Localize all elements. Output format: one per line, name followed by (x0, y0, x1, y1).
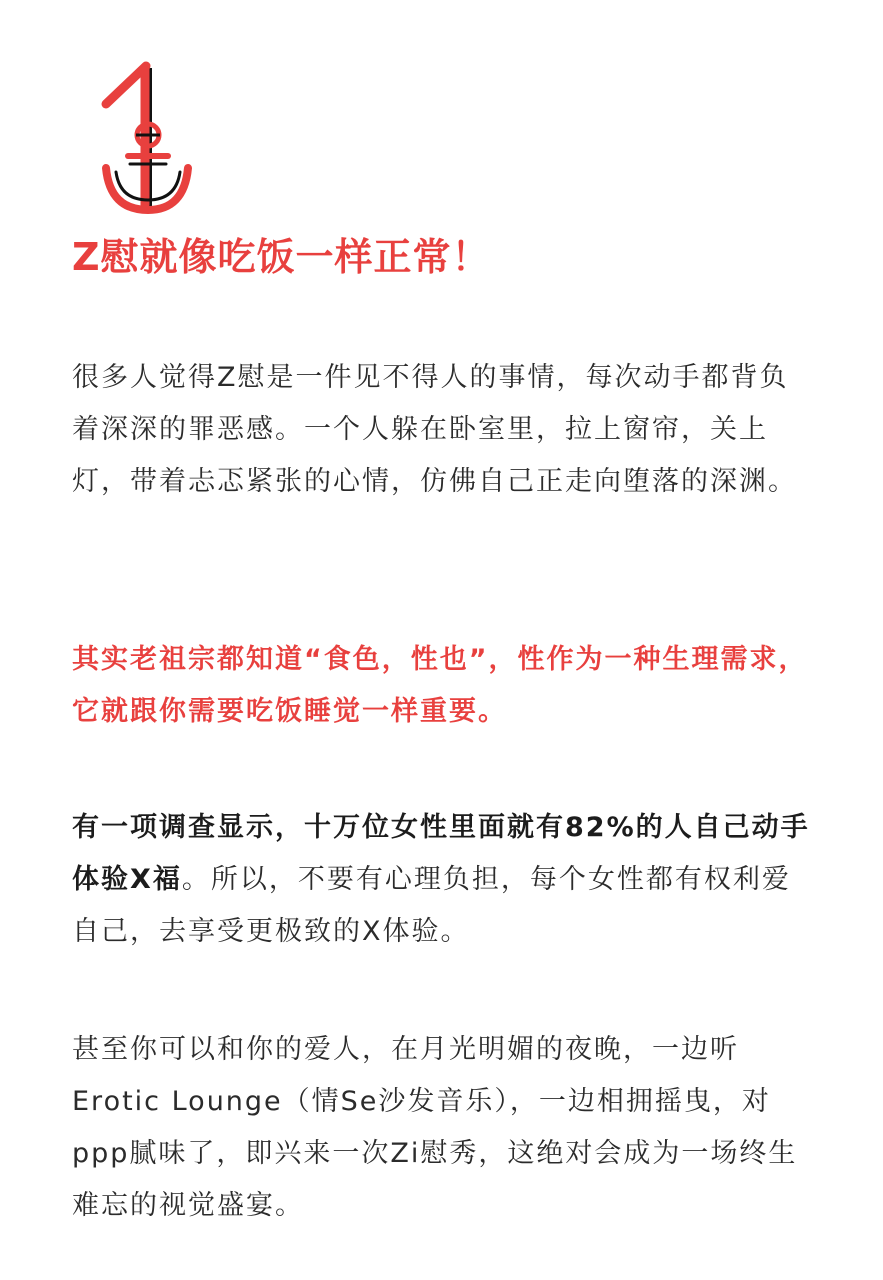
paragraph-highlight: 其实老祖宗都知道“食色，性也”，性作为一种生理需求，它就跟你需要吃饭睡觉一样重要。 (72, 644, 808, 727)
paragraph-survey (72, 802, 812, 958)
paragraph-intro: 很多人觉得Z慰是一件见不得人的事情，每次动手都背负着深深的罪恶感。一个人躲在卧室里，拉上窗帘，关上灯，带着忐忑紧张的心情，仿佛自己正走向堕落的深渊。 (72, 362, 797, 497)
paragraph-closing: 甚至你可以和你的爱人，在月光明媚的夜晚，一边听Erotic Lounge（情Se沙发音乐），一边相拥摇曳，对ppp腻味了，即兴来一次Zi慰秀，这绝对会成为一场终生难忘的视觉盛宴。 (72, 1034, 798, 1221)
anchor-one-logo-icon (96, 60, 196, 215)
survey-bold-text: 有一项调查显示，十万位女性里面就有82%的人自己动手体验X福 (72, 812, 810, 895)
survey-rest-text: 。所以，不要有心理负担，每个女性都有权利爱自己，去享受更极致的X体验。 (72, 864, 791, 947)
article-heading: Z慰就像吃饭一样正常！ (72, 235, 491, 279)
